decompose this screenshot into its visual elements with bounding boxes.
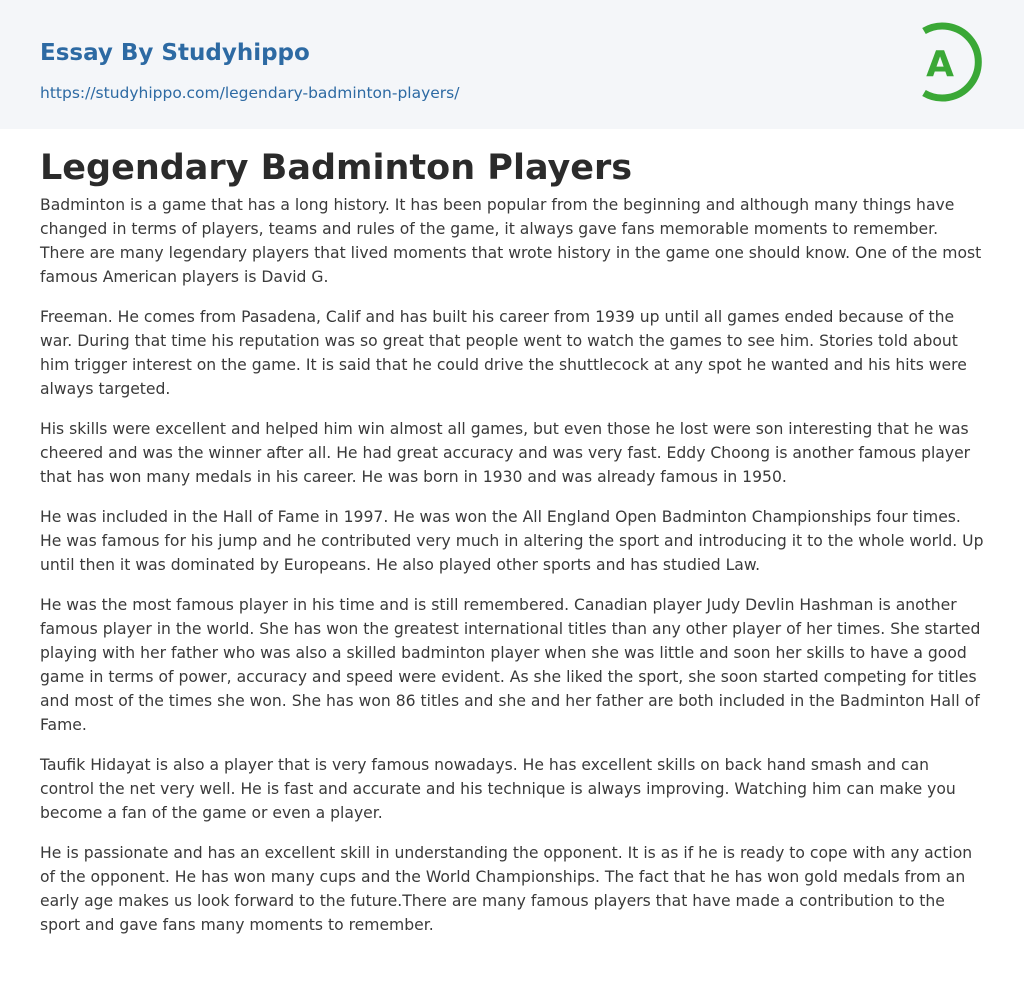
essay-url-link[interactable]: https://studyhippo.com/legendary-badminton-players/ [40, 84, 460, 102]
paragraph: He was the most famous player in his time and is still remembered. Canadian player Judy Devlin Hashman is another famous player in the world. She has won the greatest international titles than any other player of her times. She started playing with her father who was also a skilled badminton player when she was little and soon her skills to have a good game in terms of power, accuracy and speed were evident. As she liked the sport, she soon started competing for titles and most of the times she won. She has won 86 titles and she and her father are both included in the Badminton Hall of Fame. [40, 596, 981, 734]
paragraph: Badminton is a game that has a long history. It has been popular from the beginning and although many things have changed in terms of players, teams and rules of the game, it always gave fans memorable moments to remember. There are many legendary players that lived moments that wrote history in the game one should know. One of the most famous American players is David G. [40, 196, 982, 286]
paragraph: His skills were excellent and helped him win almost all games, but even those he lost were son interesting that he was cheered and was the winner after all. He had great accuracy and was very fast. Eddy Choong is another famous player that has won many medals in his career. He was born in 1930 and was already famous in 1950. [40, 420, 971, 486]
article [0, 129, 1024, 937]
paragraph: Freeman. He comes from Pasadena, Calif and has built his career from 1939 up until all games ended because of the war. During that time his reputation was so great that people went to watch the games to see him. Stories told about him trigger interest on the game. It is said that he could drive the shuttlecock at any spot he wanted and his hits were always targeted. [40, 308, 967, 398]
page-title: Legendary Badminton Players [40, 148, 633, 188]
paragraph: He was included in the Hall of Fame in 1997. He was won the All England Open Badminton Championships four times. He was famous for his jump and he contributed very much in altering the sport and introducing it to the whole world. Up until then it was dominated by Europeans. He also played other sports and has studied Law. [40, 508, 984, 574]
site-title[interactable]: Essay By Studyhippo [40, 40, 310, 66]
header [0, 0, 1024, 129]
paragraph: He is passionate and has an excellent skill in understanding the opponent. It is as if he is ready to cope with any action of the opponent. He has won many cups and the World Championships. The fact that he has won gold medals from an early age makes us look forward to the future.There are many famous players that have made a contribution to the sport and gave fans many moments to remember. [40, 844, 973, 934]
logo[interactable] [912, 19, 986, 105]
logo-letter: A [926, 44, 954, 85]
logo-a-icon [912, 19, 986, 105]
paragraph: Taufik Hidayat is also a player that is very famous nowadays. He has excellent skills on back hand smash and can control the net very well. He is fast and accurate and his technique is always improving. Watching him can make you become a fan of the game or even a player. [40, 756, 956, 822]
